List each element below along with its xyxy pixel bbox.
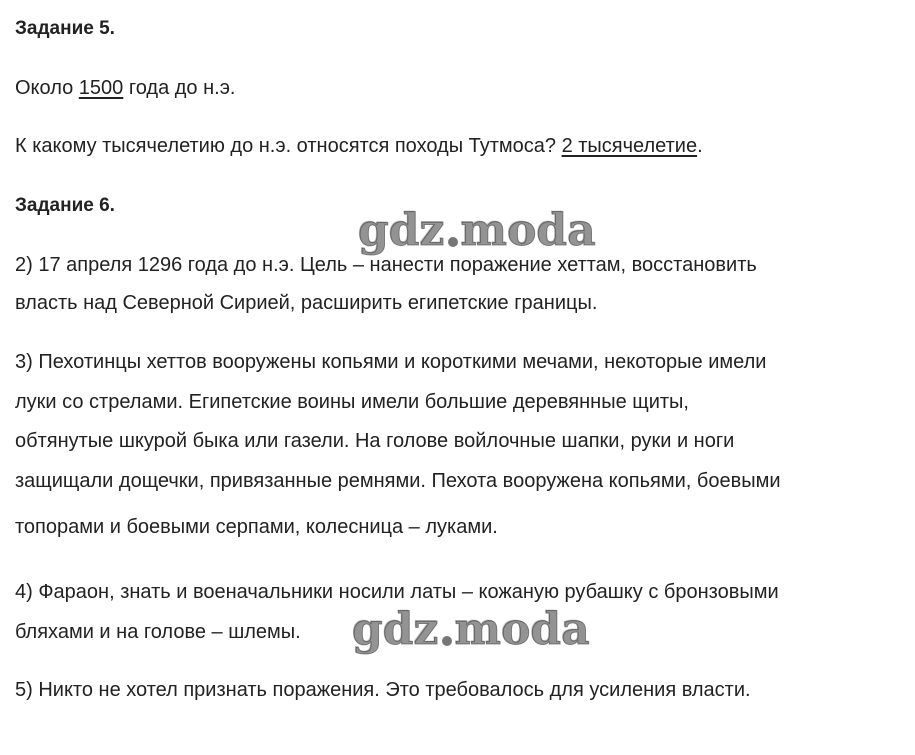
watermark-dot xyxy=(442,636,452,646)
watermark-logo-top xyxy=(358,205,596,256)
task5-line1-prefix: Около xyxy=(15,77,79,99)
watermark-right-text: moda xyxy=(454,604,590,655)
task6-p3-line2: луки со стрелами. Египетские воины имели большие деревянные щиты, xyxy=(15,391,689,413)
task6-p3-line5: топорами и боевыми серпами, колесница – луками. xyxy=(15,516,498,538)
watermark-dot xyxy=(448,237,458,247)
watermark-left-text: gdz xyxy=(358,205,445,256)
task6-p3-line3: обтянутые шкурой быка или газели. На голове войлочные шапки, руки и ноги xyxy=(15,430,735,452)
watermark-logo-bottom xyxy=(352,604,590,655)
task6-p5-line1: 5) Никто не хотел признать поражения. Это требовалось для усиления власти. xyxy=(15,679,751,701)
task6-p3-line1: 3) Пехотинцы хеттов вооружены копьями и короткими мечами, некоторые имели xyxy=(15,351,767,373)
watermark-left-text: gdz xyxy=(352,604,439,655)
task5-line1-suffix: года до н.э. xyxy=(123,77,236,99)
task6-p2-line2: власть над Северной Сирией, расширить египетские границы. xyxy=(15,292,598,314)
task5-line2-period: . xyxy=(697,135,703,157)
task5-heading: Задание 5. xyxy=(15,18,115,39)
task6-p4-line2: бляхами и на голове – шлемы. xyxy=(15,621,301,643)
task6-p4-line1: 4) Фараон, знать и военачальники носили латы – кожаную рубашку с бронзовыми xyxy=(15,581,779,603)
task5-year-answer: 1500 xyxy=(78,77,124,99)
watermark-right-text: moda xyxy=(460,205,596,256)
task5-question: К какому тысячелетию до н.э. относятся походы Тутмоса? xyxy=(15,135,562,157)
task5-line2 xyxy=(15,134,703,158)
task5-millennium-answer: 2 тысячелетие xyxy=(561,135,698,157)
task5-line1 xyxy=(15,76,235,100)
task6-p2-line1: 2) 17 апреля 1296 года до н.э. Цель – нанести поражение хеттам, восстановить xyxy=(15,254,757,276)
task6-p3-line4: защищали дощечки, привязанные ремнями. Пехота вооружена копьями, боевыми xyxy=(15,470,781,492)
task6-heading: Задание 6. xyxy=(15,195,115,216)
